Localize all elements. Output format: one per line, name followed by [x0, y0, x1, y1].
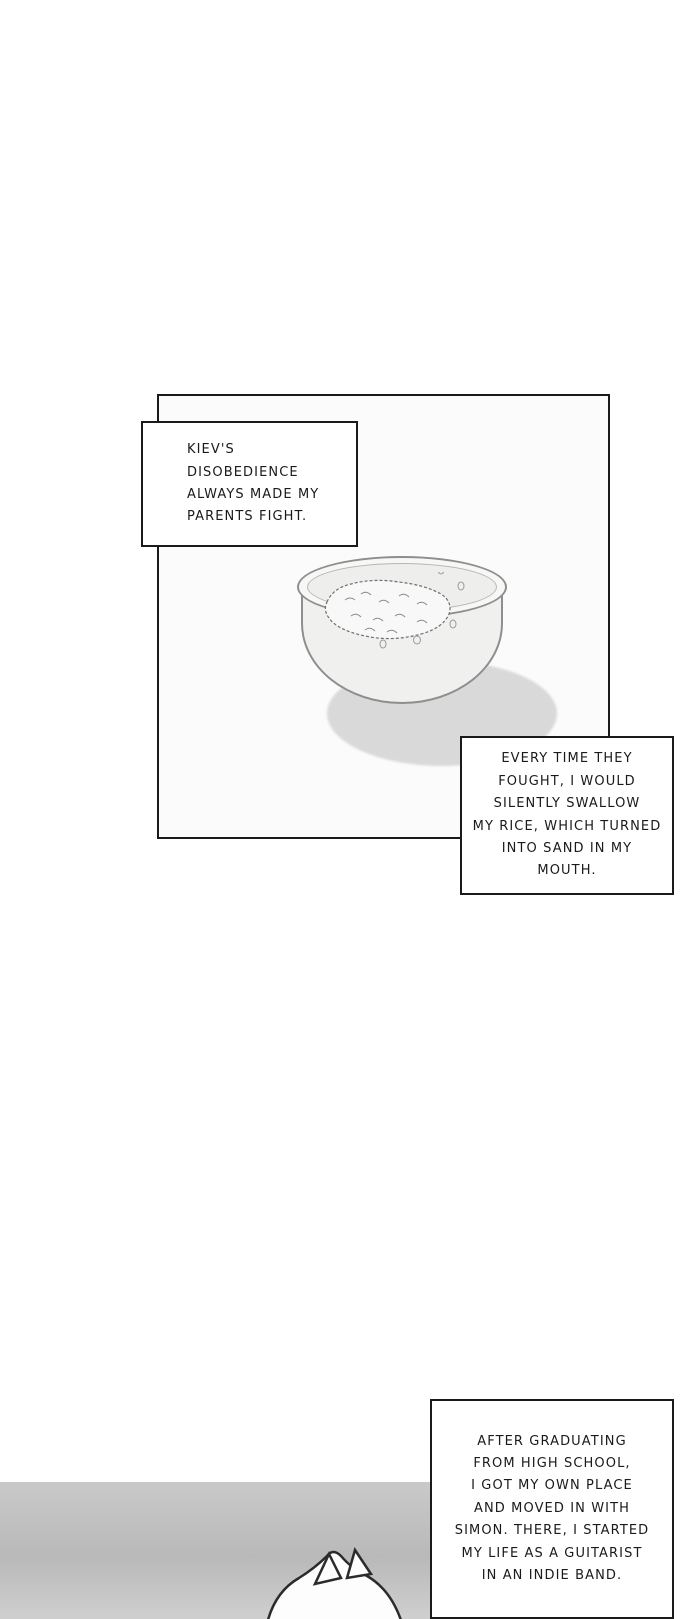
caption-box-3: AFTER GRADUATING FROM HIGH SCHOOL, I GOT MY OWN PLACE AND MOVED IN WITH SIMON. THERE, I STARTED MY LIFE AS A GUITARIST IN AN INDIE BAND.: [430, 1399, 674, 1619]
caption-box-1: KIEV'S DISOBEDIENCE ALWAYS MADE MY PARENTS FIGHT.: [141, 421, 358, 547]
caption-box-2: EVERY TIME THEY FOUGHT, I WOULD SILENTLY SWALLOW MY RICE, WHICH TURNED INTO SAND IN MY MOUTH.: [460, 736, 674, 895]
character-silhouette: [255, 1544, 425, 1619]
bottom-panel: [0, 1482, 430, 1619]
rice-grains: [321, 572, 471, 654]
rice-bowl: [297, 556, 507, 708]
